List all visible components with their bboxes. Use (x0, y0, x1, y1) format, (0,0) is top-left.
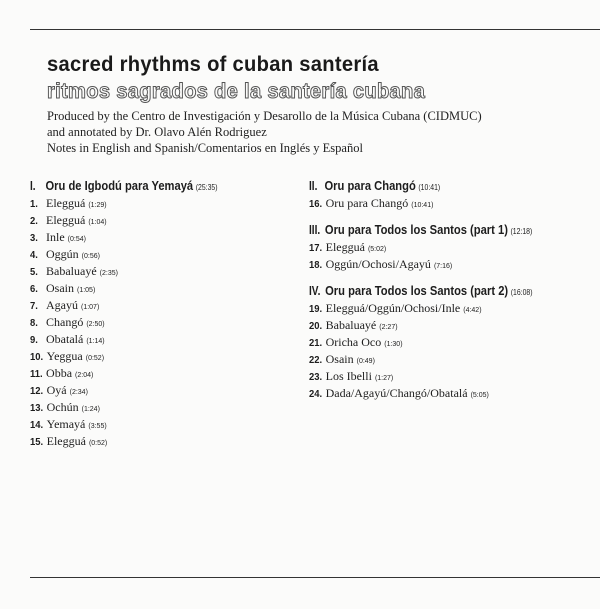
track-name: Babaluayé (325, 318, 377, 332)
track-item (30, 229, 248, 246)
track-duration: (3:55) (88, 423, 107, 430)
track-duration: (7:16) (433, 263, 453, 270)
track-item (30, 348, 248, 365)
track-number: 15. (30, 436, 44, 448)
track-number: 3. (30, 232, 38, 244)
track-name: Dada/Agayú/Changó/Obatalá (325, 386, 468, 400)
track-number: 6. (30, 283, 38, 295)
section-duration: (25:35) (195, 183, 218, 192)
track-duration: (1:29) (88, 202, 107, 209)
section-spacer (309, 212, 569, 220)
track-duration: (4:42) (463, 307, 482, 314)
track-duration: (0:52) (85, 355, 105, 362)
track-number: 14. (30, 419, 44, 431)
track-number: 2. (30, 215, 38, 227)
track-number: 17. (309, 242, 323, 254)
track-number: 1. (30, 198, 38, 210)
track-number: 11. (30, 368, 43, 380)
top-rule (30, 29, 600, 30)
track-item (309, 239, 569, 256)
track-number: 23. (309, 371, 323, 383)
track-number: 20. (309, 320, 323, 332)
track-name: Osain (46, 281, 74, 295)
track-duration: (2:27) (379, 324, 398, 331)
track-item (30, 416, 248, 433)
section-heading-4 (309, 281, 533, 300)
track-name: Oyá (46, 383, 67, 397)
track-duration: (2:04) (75, 372, 94, 379)
track-name: Elegguá (46, 213, 86, 227)
track-duration: (2:35) (99, 270, 118, 277)
track-duration: (0:54) (67, 236, 86, 243)
section-duration: (16:08) (510, 288, 533, 297)
tracklist-right-column (309, 176, 569, 402)
section-number: IV. (309, 283, 321, 298)
album-title: sacred rhythms of cuban santería (47, 53, 379, 76)
track-number: 9. (30, 334, 38, 346)
track-duration: (0:56) (81, 253, 100, 260)
track-duration: (5:05) (470, 392, 489, 399)
track-number: 22. (309, 354, 323, 366)
track-duration: (1:27) (374, 375, 394, 382)
track-name: Yemayá (46, 417, 86, 431)
track-name: Yeggua (46, 349, 83, 363)
track-name: Obatalá (46, 332, 84, 346)
track-duration: (2:50) (86, 321, 105, 328)
tracklist-left-column (30, 176, 248, 450)
track-name: Osain (325, 352, 354, 366)
track-item (30, 195, 248, 212)
track-name: Elegguá (325, 240, 365, 254)
track-item (309, 334, 569, 351)
credit-line: and annotated by Dr. Olavo Alén Rodriguez (47, 125, 267, 139)
track-number: 12. (30, 385, 44, 397)
track-item (30, 399, 248, 416)
track-duration: (0:49) (356, 358, 375, 365)
track-duration: (10:41) (411, 202, 434, 209)
section-name: Oru de Igbodú para Yemayá (45, 178, 194, 193)
track-item (309, 368, 569, 385)
credits (47, 108, 482, 156)
track-number: 13. (30, 402, 44, 414)
track-item (309, 256, 569, 273)
track-number: 18. (309, 259, 323, 271)
track-item (30, 331, 248, 348)
album-subtitle: ritmos sagrados de la santería cubana (47, 80, 426, 103)
section-heading-3 (309, 220, 533, 239)
track-duration: (1:14) (86, 338, 105, 345)
section-duration: (10:41) (418, 183, 441, 192)
section-duration: (12:18) (510, 227, 533, 236)
section-number: III. (309, 222, 321, 237)
track-number: 16. (309, 198, 323, 210)
track-item (309, 300, 569, 317)
track-number: 7. (30, 300, 38, 312)
credit-line: Produced by the Centro de Investigación y Desarollo de la Música Cubana (CIDMUC) (47, 109, 482, 123)
track-item (30, 212, 248, 229)
section-number: II. (309, 178, 318, 193)
track-name: Ochún (46, 400, 79, 414)
track-item (309, 195, 569, 212)
track-item (30, 365, 248, 382)
track-item (30, 246, 248, 263)
section-name: Oru para Todos los Santos (part 2) (325, 283, 509, 298)
track-number: 4. (30, 249, 38, 261)
track-name: Oricha Oco (325, 335, 382, 349)
track-item (309, 351, 569, 368)
track-number: 5. (30, 266, 38, 278)
section-name: Oru para Changó (324, 178, 416, 193)
credit-line: Notes in English and Spanish/Comentarios en Inglés y Español (47, 141, 363, 155)
track-number: 21. (309, 337, 323, 349)
track-number: 19. (309, 303, 323, 315)
track-item (30, 382, 248, 399)
section-heading-1 (30, 176, 218, 195)
track-number: 24. (309, 388, 323, 400)
track-item (30, 297, 248, 314)
track-item (30, 263, 248, 280)
track-name: Oggún (46, 247, 79, 261)
track-item (309, 385, 569, 402)
track-name: Oggún/Ochosi/Agayú (325, 257, 431, 271)
track-duration: (1:30) (384, 341, 403, 348)
track-duration: (2:34) (69, 389, 88, 396)
section-number: I. (30, 178, 36, 193)
track-item (30, 314, 248, 331)
track-name: Oru para Changó (325, 196, 409, 210)
section-name: Oru para Todos los Santos (part 1) (324, 222, 508, 237)
track-name: Inle (46, 230, 65, 244)
bottom-rule (30, 577, 600, 578)
track-duration: (1:07) (81, 304, 100, 311)
track-name: Elegguá (46, 196, 86, 210)
track-duration: (1:24) (81, 406, 100, 413)
track-number: 10. (30, 351, 44, 363)
track-duration: (1:04) (88, 219, 107, 226)
track-duration: (0:52) (88, 440, 108, 447)
track-name: Obba (46, 366, 73, 380)
track-duration: (5:02) (367, 246, 387, 253)
track-name: Babaluayé (46, 264, 97, 278)
track-name: Elegguá (46, 434, 86, 448)
section-spacer (309, 273, 569, 281)
track-name: Changó (46, 315, 84, 329)
track-number: 8. (30, 317, 38, 329)
track-item (30, 280, 248, 297)
track-name: Elegguá/Oggún/Ochosi/Inle (325, 301, 461, 315)
track-item (30, 433, 248, 450)
track-duration: (1:05) (77, 287, 96, 294)
section-heading-2 (309, 176, 533, 195)
track-item (309, 317, 569, 334)
track-name: Agayú (46, 298, 78, 312)
track-name: Los Ibelli (325, 369, 372, 383)
